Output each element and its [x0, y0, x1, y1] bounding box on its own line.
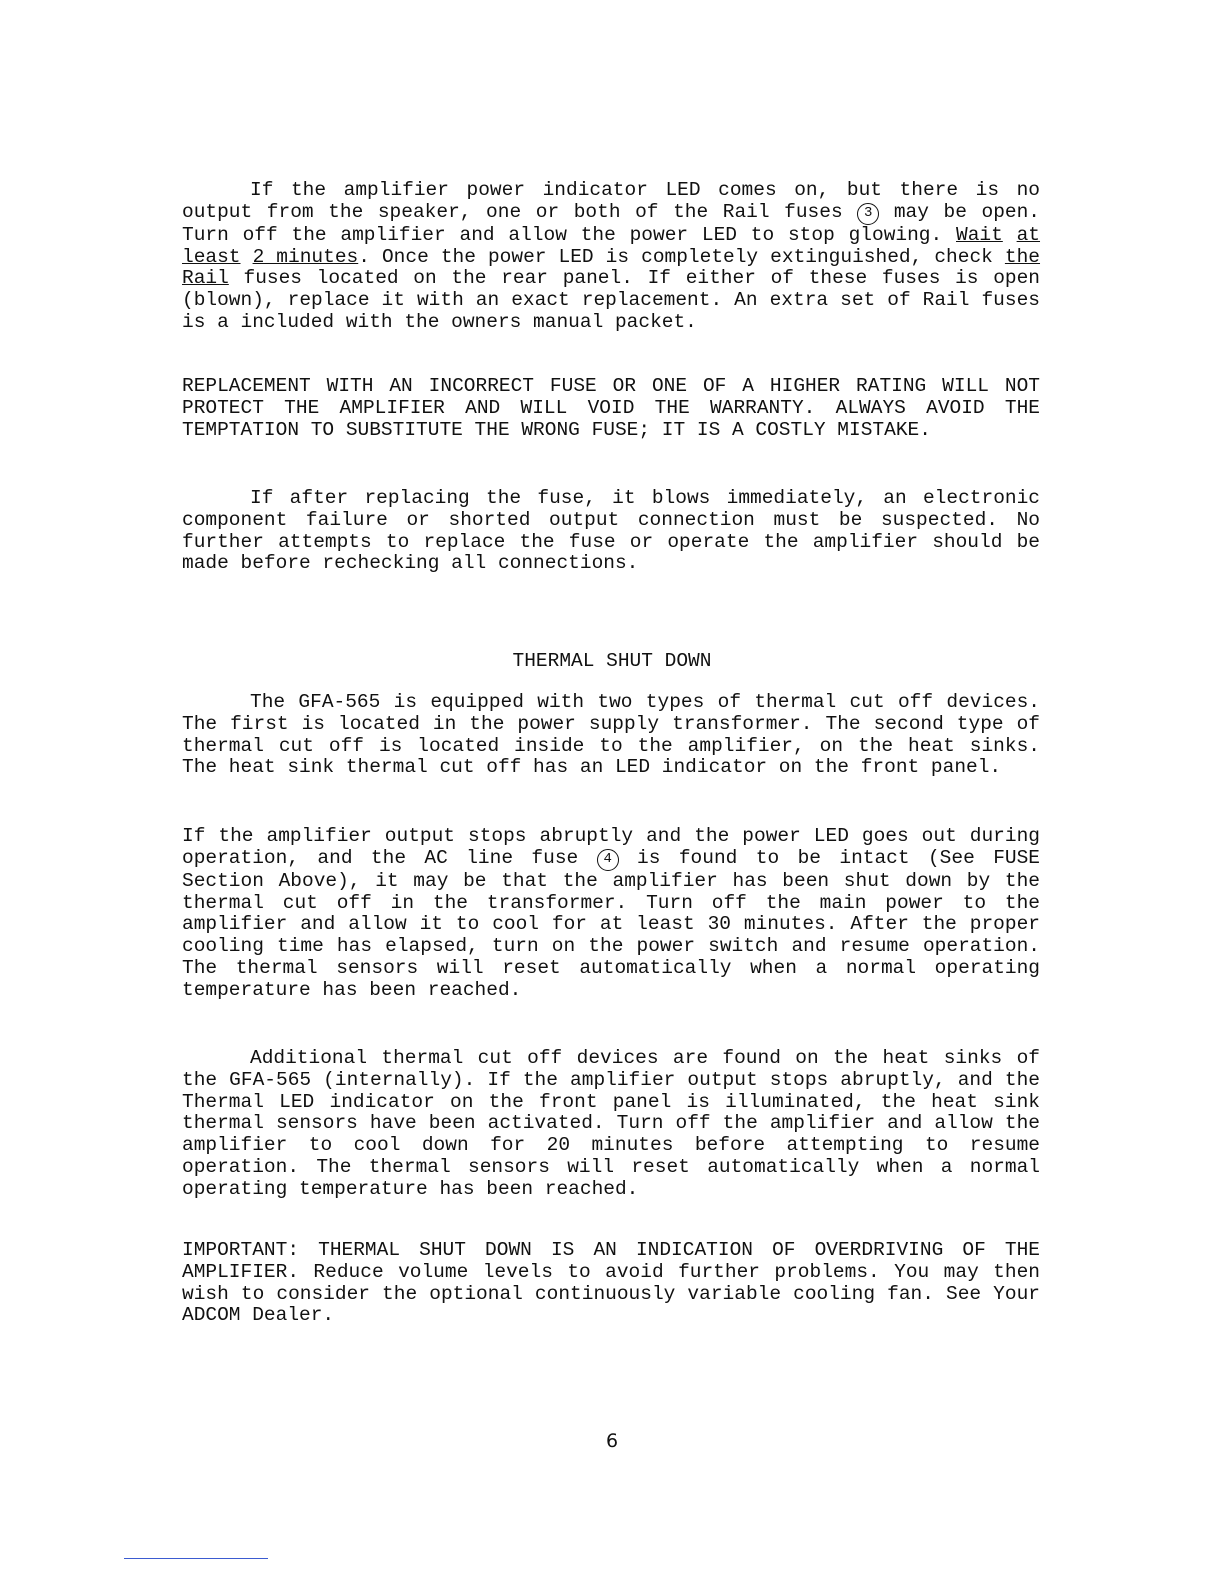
underlined-at-least: at least: [182, 223, 1041, 268]
additional-devices-paragraph: [182, 1048, 1040, 1201]
rail-fuse-text-3: . Once the power LED is completely extinguished, check: [358, 245, 1005, 268]
thermal-intro-text: The GFA-565 is equipped with two types of thermal cut off devices. The first is located in the power supply transformer. The second type of thermal cut off is located inside to the amplifier, on the heat sinks. The heat sink thermal cut off has an LED indicator on the front panel.: [182, 691, 1040, 779]
after-replacing-paragraph: [182, 488, 1040, 575]
rail-fuse-text-2: may be open. Turn off the amplifier and allow the power LED to stop glowing.: [182, 200, 1041, 246]
thermal-intro-paragraph: [182, 692, 1040, 779]
footnote-rule: [124, 1558, 268, 1559]
output-stops-paragraph: [182, 826, 1040, 1002]
rail-fuse-text-4: fuses located on the rear panel. If either of these fuses is open (blown), replace it with an exact replacement. An extra set of Rail fuses is a included with the owners manual packet.: [182, 267, 1040, 333]
rail-fuse-text-1: If the amplifier power indicator LED comes on, but there is no output from the speaker, one or both of the Rail fuses: [182, 179, 1040, 223]
section-heading: THERMAL SHUT DOWN: [512, 650, 712, 672]
additional-devices-text: Additional thermal cut off devices are found on the heat sinks of the GFA-565 (internally). If the amplifier output stops abruptly, and the Thermal LED indicator on the front panel is illuminated, the heat sink thermal sensors have been activated. Turn off the amplifier and allow the amplifier to cool down for 20 minutes before attempting to resume operation. The thermal sensors will reset automatically when a normal operating temperature has been reached.: [182, 1047, 1040, 1200]
output-stops-text-1: If the amplifier output stops abruptly and the power LED goes out during operation, and the AC line fuse: [182, 825, 1040, 869]
fuse-warning-paragraph: REPLACEMENT WITH AN INCORRECT FUSE OR ONE OF A HIGHER RATING WILL NOT PROTECT THE AMPLIFIER AND WILL VOID THE WARRANTY. ALWAYS AVOID THE TEMPTATION TO SUBSTITUTE THE WRONG FUSE; IT IS A COSTLY MISTAKE.: [182, 375, 1040, 441]
important-paragraph: IMPORTANT: THERMAL SHUT DOWN IS AN INDICATION OF OVERDRIVING OF THE AMPLIFIER. Reduce volume levels to avoid further problems. You may then wish to consider the optional continuously variable cooling fan. See Your ADCOM Dealer.: [182, 1239, 1040, 1327]
underlined-wait: Wait: [956, 223, 1003, 246]
callout-marker-4: 4: [597, 849, 619, 871]
after-replacing-text: If after replacing the fuse, it blows immediately, an electronic component failure or shorted output connection must be suspected. No further attempts to replace the fuse or operate the amplifier should be made before rechecking all connections.: [182, 487, 1040, 575]
underlined-two-minutes: 2 minutes: [252, 245, 359, 268]
callout-marker-3: 3: [857, 203, 879, 225]
output-stops-text-2: is found to be intact (See FUSE Section Above), it may be that the amplifier has been shut down by the thermal cut off in the transformer. Turn off the main power to the amplifier and allow it to cool for at least 30 minutes. After the proper cooling time has elapsed, turn on the power switch and resume operation. The thermal sensors will reset automatically when a normal operating temperature has been reached.: [182, 846, 1040, 1001]
underlined-the-rail: the Rail: [182, 245, 1041, 290]
rail-fuse-paragraph: [182, 180, 1040, 334]
page-number: 6: [605, 1430, 619, 1452]
